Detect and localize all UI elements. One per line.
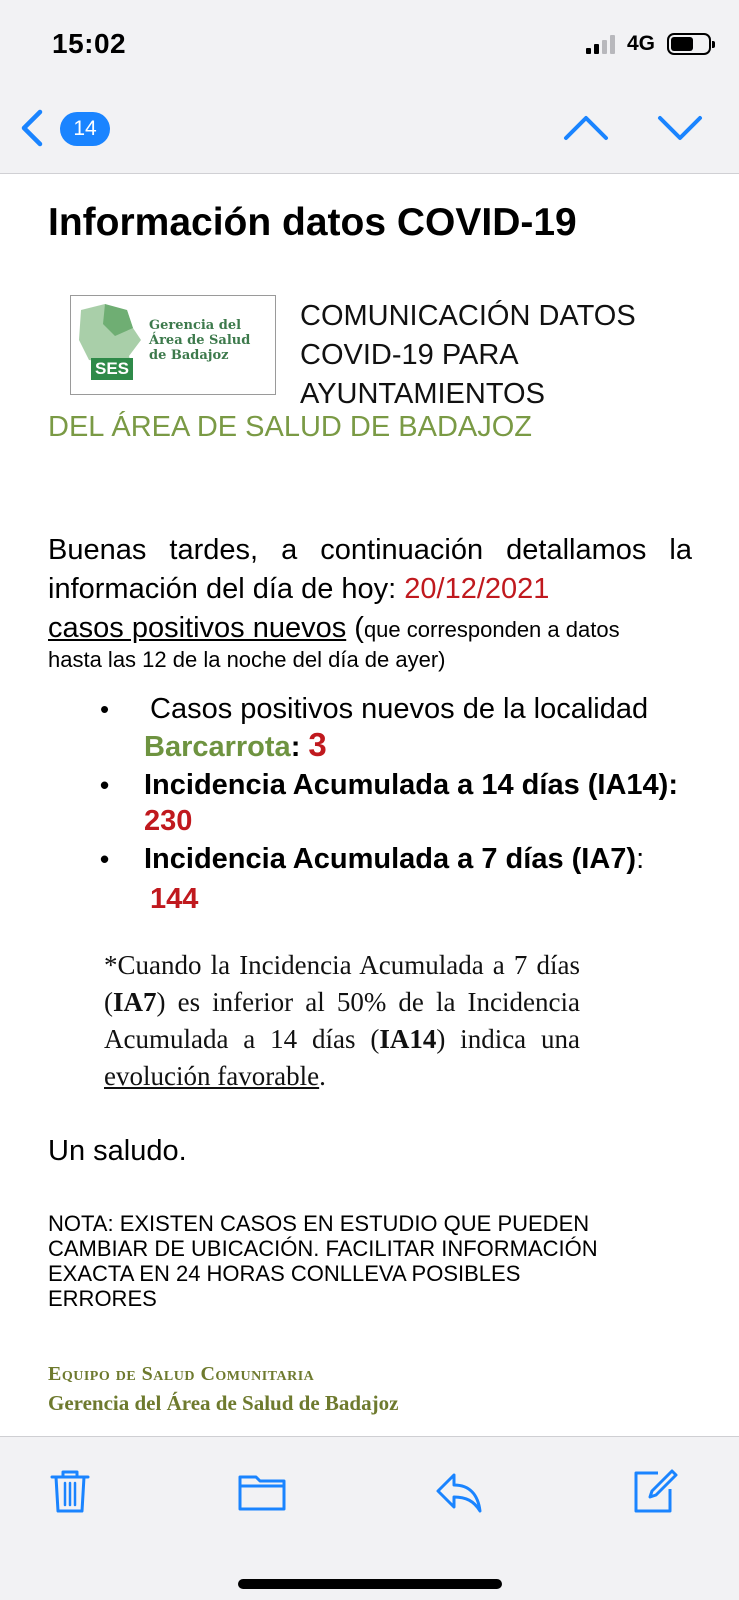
- report-date: 20/12/2021: [404, 573, 550, 605]
- communication-title: COMUNICACIÓN DATOS COVID-19 PARA AYUNTAMIENTOS: [300, 300, 636, 410]
- area-title: DEL ÁREA DE SALUD DE BADAJOZ: [48, 411, 533, 443]
- incidence-note: *Cuando la Incidencia Acumulada a 7 días (IA7) es inferior al 50% de la Incidencia Acumulada a 14 días (IA14) indica una evolución favorable.: [104, 950, 580, 1091]
- new-cases-value: 3: [308, 726, 327, 763]
- reply-icon[interactable]: [432, 1465, 484, 1517]
- cellular-signal-icon: [586, 34, 615, 54]
- greeting: Un saludo.: [48, 1135, 187, 1167]
- status-indicators: [586, 32, 711, 56]
- list-item: • Casos positivos nuevos de la localidad Barcarrota: 3: [100, 691, 692, 765]
- signature-org: Gerencia del Área de Salud de Badajoz: [48, 1391, 399, 1415]
- home-indicator[interactable]: [238, 1579, 502, 1589]
- locality-name: Barcarrota: [144, 731, 291, 763]
- new-cases-note: hasta las 12 de la noche del día de ayer): [48, 647, 446, 672]
- logo-badge: SES: [91, 358, 133, 380]
- stats-list: [100, 691, 692, 917]
- unread-count-badge[interactable]: 14: [60, 112, 110, 146]
- intro-paragraph: Buenas tardes, a continuación detallamos la información del día de hoy: 20/12/2021: [48, 534, 692, 605]
- logo-text: Gerencia del Área de Salud de Badajoz: [149, 318, 251, 363]
- ses-logo: [70, 295, 276, 395]
- folder-icon[interactable]: [236, 1465, 288, 1517]
- list-item: • Incidencia Acumulada a 7 días (IA7): 144: [100, 841, 692, 917]
- compose-icon[interactable]: [628, 1465, 680, 1517]
- ia7-value: 144: [150, 883, 199, 915]
- signature-team: Equipo de Salud Comunitaria: [48, 1363, 315, 1385]
- mail-toolbar: [0, 1436, 739, 1600]
- ia14-value: 230: [144, 805, 193, 837]
- back-chevron-icon[interactable]: [14, 106, 50, 150]
- network-type: 4G: [626, 32, 655, 55]
- email-subject: Información datos COVID-19: [48, 201, 577, 244]
- status-time: 15:02: [52, 28, 127, 59]
- trash-icon[interactable]: [44, 1465, 96, 1517]
- new-cases-line: casos positivos nuevos (que corresponden a datos: [48, 612, 620, 644]
- list-item: • Incidencia Acumulada a 14 días (IA14): 230: [100, 767, 692, 839]
- battery-icon: [667, 33, 711, 55]
- status-bar: [0, 0, 739, 92]
- disclaimer-note: NOTA: EXISTEN CASOS EN ESTUDIO QUE PUEDEN CAMBIAR DE UBICACIÓN. FACILITAR INFORMACIÓN EXACTA EN 24 HORAS CONLLEVA POSIBLES ERRORES: [48, 1211, 598, 1311]
- mail-nav-bar: [0, 92, 739, 174]
- email-body[interactable]: [0, 175, 739, 1435]
- previous-message-icon[interactable]: [560, 106, 612, 150]
- next-message-icon[interactable]: [654, 106, 706, 150]
